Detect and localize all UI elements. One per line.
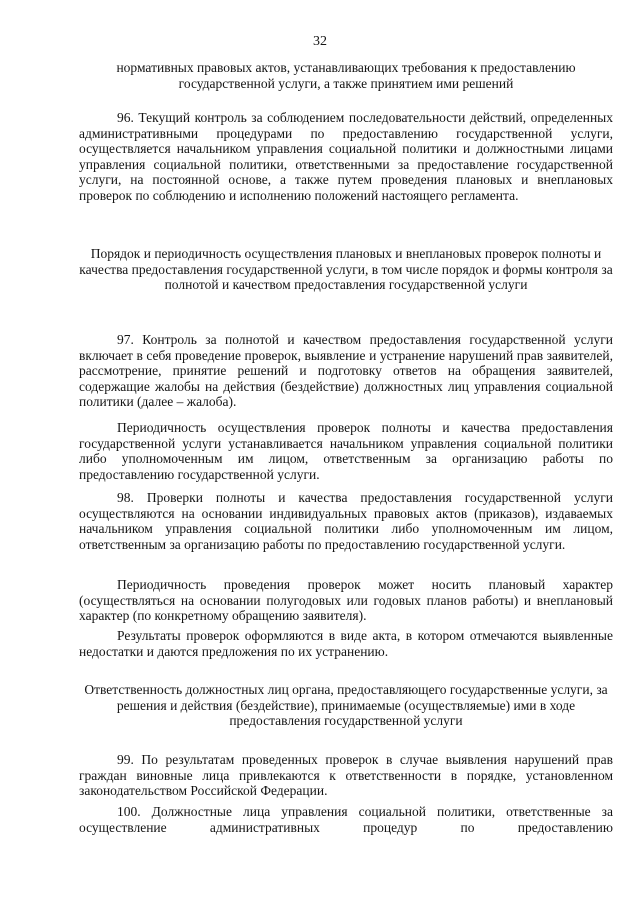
- paragraph-97-periodicity: Периодичность осуществления проверок полноты и качества предоставления государственной услуги устанавливается начальником управления социальной политики либо уполномоченным им лицом, ответственным за организацию работы по предоставлению государственной услуги.: [79, 420, 613, 482]
- section-heading-responsibility: Ответственность должностных лиц органа, предоставляющего государственные услуги, за решения и действия (бездействие), принимаемые (осуществляемые) ими в ходе предоставления государственной услуги: [84, 682, 608, 729]
- paragraph-99: 99. По результатам проведенных проверок в случае выявления нарушений прав граждан виновные лица привлекаются к ответственности в порядке, установленном законодательством Российской Федерации.: [79, 752, 613, 799]
- section-heading-inspections: Порядок и периодичность осуществления плановых и внеплановых проверок полноты и качества предоставления государственной услуги, в том числе порядок и формы контроля за полнотой и качеством предоставления государственной услуги: [79, 246, 613, 293]
- paragraph-98-results: Результаты проверок оформляются в виде акта, в котором отмечаются выявленные недостатки и даются предложения по их устранению.: [79, 628, 613, 659]
- page-number: 32: [313, 34, 327, 49]
- paragraph-100: 100. Должностные лица управления социальной политики, ответственные за осуществление административных процедур по предоставлению: [79, 804, 613, 835]
- paragraph-98: 98. Проверки полноты и качества предоставления государственной услуги осуществляются на основании индивидуальных правовых актов (приказов), издаваемых начальником управления социальной политики либо уполномоченным им лицом, ответственным за организацию работы по предоставлению государственной услуги.: [79, 490, 613, 552]
- paragraph-96: 96. Текущий контроль за соблюдением последовательности действий, определенных административными процедурами по предоставлению государственной услуги, осуществляется начальником управления социальной политики и должностными лицами управления социальной политики, ответственными за предоставление государственной услуги, на постоянной основе, а также путем проведения плановых и внеплановых проверок по соблюдению и исполнению положений настоящего регламента.: [79, 110, 613, 203]
- paragraph-97: 97. Контроль за полнотой и качеством предоставления государственной услуги включает в себя проведение проверок, выявление и устранение нарушений прав заявителей, рассмотрение, принятие решений и подготовку ответов на обращения заявителей, содержащие жалобы на действия (бездействие) должностных лиц управления социальной политики (далее – жалоба).: [79, 332, 613, 410]
- paragraph-98-periodicity: Периодичность проведения проверок может носить плановый характер (осуществляться на основании полугодовых или годовых планов работы) и внеплановый характер (по конкретному обращению заявителя).: [79, 577, 613, 624]
- intro-heading-continuation: нормативных правовых актов, устанавливающих требования к предоставлению государственной услуги, а также принятием ими решений: [116, 60, 576, 91]
